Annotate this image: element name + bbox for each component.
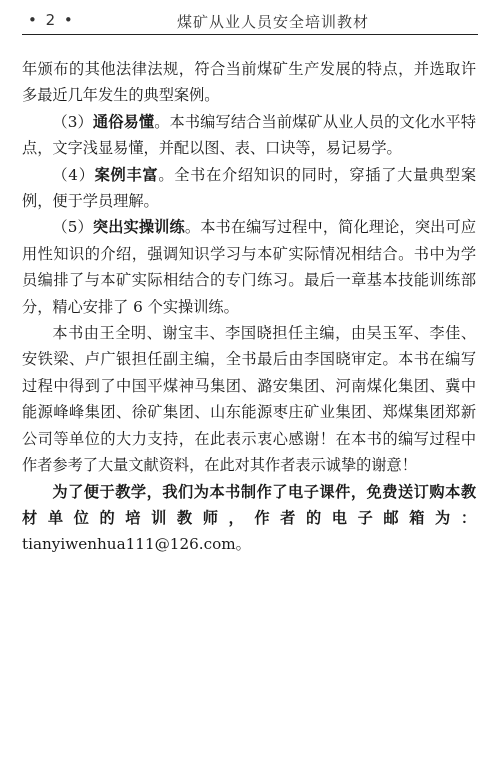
book-title: 煤矿从业人员安全培训教材 — [177, 13, 370, 31]
body-text — [22, 56, 476, 558]
paragraph-item-4 — [22, 162, 476, 215]
paragraph-item-3 — [22, 109, 476, 162]
running-header — [22, 8, 478, 35]
paragraph-text: 本书由王全明、谢宝丰、李国晓担任主编，由吴玉军、李佳、安铁梁、卢广银担任副主编，全书最后由李国晓审定。本书在编写过程中得到了中国平煤神马集团、潞安集团、河南煤化集团、冀中能源峰峰集团、徐矿集团、山东能源枣庄矿业集团、郑煤集团郑新公司等单位的大力支持，在此表示衷心感谢！在本书的编写过程中作者参考了大量文献资料，在此对其作者表示诚挚的谢意！ — [22, 324, 476, 475]
item-heading: 突出实操训练 — [92, 218, 185, 237]
item-number: （3） — [52, 112, 93, 131]
item-number: （5） — [52, 218, 93, 237]
paragraph-text: 。本书编写结合当前煤矿从业人员的文化水平特点，文字浅显易懂，并配以图、表、口诀等，易记易学。 — [22, 112, 476, 158]
paragraph-continued — [22, 56, 476, 109]
paragraph-text: 。本书在编写过程中，简化理论，突出可应用性知识的介绍，强调知识学习与本矿实际情况相结合。书中为学员编排了与本矿实际相结合的专门练习。最后一章基本技能训练部分，精心安排了 6 个实操训练。 — [22, 218, 477, 316]
page-number: • 2 • — [28, 11, 75, 29]
paragraph-tail: 。 — [235, 535, 251, 554]
paragraph-text: 年颁布的其他法律法规，符合当前煤矿生产发展的特点，并选取许多最近几年发生的典型案例。 — [22, 60, 476, 105]
item-number: （4） — [52, 165, 95, 184]
item-heading: 通俗易懂 — [92, 112, 155, 131]
author-email: tianyiwenhua111@126.com — [22, 535, 236, 554]
paragraph-item-5 — [22, 214, 476, 320]
paragraph-courseware — [22, 479, 476, 558]
courseware-note: 为了便于教学，我们为本书制作了电子课件，免费送订购本教材单位的培训教师，作者的电子邮箱为： — [22, 482, 476, 527]
paragraph-text: 。全书在介绍知识的同时，穿插了大量典型案例，便于学员理解。 — [22, 165, 477, 211]
item-heading: 案例丰富 — [94, 165, 159, 184]
paragraph-editors — [22, 320, 476, 478]
